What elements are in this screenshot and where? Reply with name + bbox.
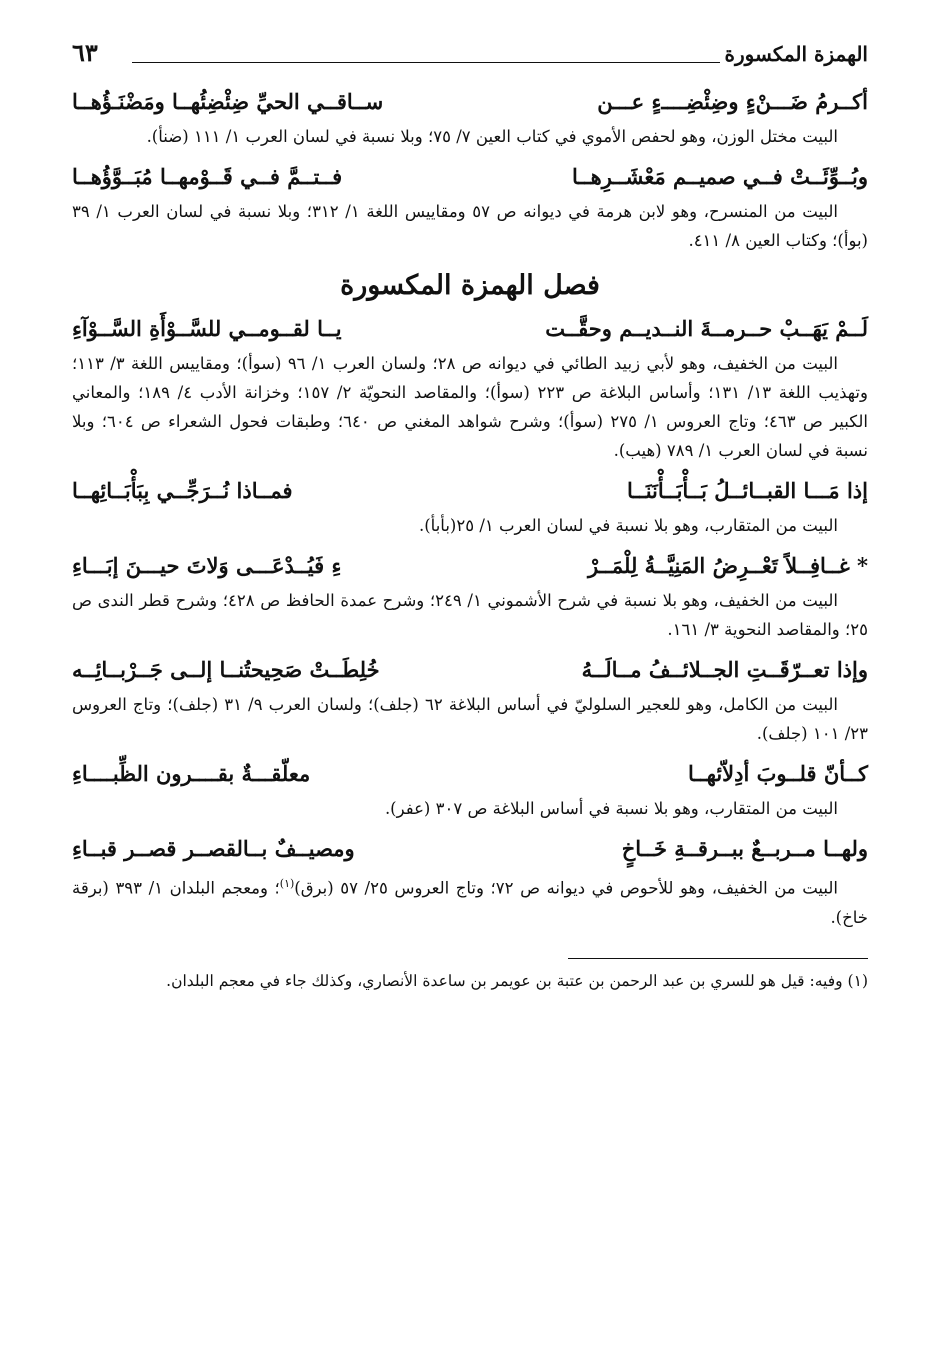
verse-note	[72, 869, 868, 932]
verse	[72, 656, 868, 684]
verse-second-hemistich: معلّقـــةٌ بقــــرون الظِّبــــاءِ	[72, 761, 311, 786]
verse-first-hemistich: أكــرمُ ضَـــنْءٍ وضِئْضِــــءٍ عـــن	[597, 89, 868, 114]
verse-first-hemistich: لَــمْ يَهَــبْ حــرمــةَ النــديــم وحقَّــت	[545, 316, 868, 341]
running-title: الهمزة المكسورة	[724, 42, 868, 66]
footnote-reference[interactable]: (١)	[279, 877, 295, 890]
verse	[72, 477, 868, 505]
verse-note-tail: ؛ ومعجم البلدان ١/ ٣٩٣ (برقة خاخ).	[72, 878, 868, 927]
verse-note: البيت من المتقارب، وهو بلا نسبة في أساس البلاغة ص ٣٠٧ (عفر).	[384, 799, 838, 818]
verse-note-text: البيت من الخفيف، وهو للأحوص في ديوانه ص ٧٢؛ وتاج العروس ٢٥/ ٥٧ (برق)	[294, 878, 838, 898]
section-title: فصل الهمزة المكسورة	[340, 270, 600, 301]
page-number: ٦٣	[72, 38, 98, 67]
verse	[72, 315, 868, 343]
verse-note: البيت من الخفيف، وهو بلا نسبة في شرح الأشموني ١/ ٢٤٩؛ وشرح عمدة الحافظ ص ٤٢٨؛ وشرح قطر الندى ص ٢٥؛ والمقاصد النحوية ٣/ ١٦١.	[72, 591, 868, 639]
verse-note: البيت من الخفيف، وهو لأبي زبيد الطائي في ديوانه ص ٢٨؛ ولسان العرب ١/ ٩٦ (سوأ)؛ ومقاييس اللغة ٣/ ١١٣؛ وتهذيب اللغة ١٣/ ١٣١؛ وأساس البلاغة ص ٢٢٣ (سوأ)؛ والمقاصد النحويّة ٢/ ١٥٧؛ وخزانة الأدب ٤/ ١٨٩؛ والمعاني الكبير ص ٤٦٣؛ وتاج العروس ١/ ٢٧٥ (سوأ)؛ وشرح شواهد المغني ص ٦٤٠؛ وطبقات فحول الشعراء ص ٦٠٤؛ وبلا نسبة في لسان العرب ١/ ٧٨٩ (هيب).	[72, 354, 868, 460]
verse-first-hemistich: كــأنّ قلــوبَ أدِلاّئهــا	[687, 761, 868, 786]
verse	[72, 163, 868, 191]
verse-second-hemistich: خُلِطَــتْ صَحِيحتُنــا إلــى جَــرْبــائِــه	[72, 657, 380, 682]
verse-first-hemistich: ولهــا مــربــعٌ ببــرقــةِ خَــاخٍ	[621, 836, 868, 861]
verse	[72, 88, 868, 116]
verse	[72, 552, 868, 580]
verse-second-hemistich: فــتــمَّ فــي قَــوْمهــا مُبَــوَّؤُهــا	[72, 164, 343, 189]
verse-note: البيت من المتقارب، وهو بلا نسبة في لسان العرب ١/ ٢٥(بأبأ).	[419, 516, 838, 535]
verse-first-hemistich: إذا مَـــا القبــائــلُ بَــأْبَــأْنَنَــا	[627, 478, 868, 503]
verse-first-hemistich: * غــافِــلاً تَعْــرِضُ المَنِيَّــةُ لِلْمَــرْ	[587, 553, 868, 578]
verse-second-hemistich: يــا لقــومــي للسَّــوْأَةِ السَّــوْآءِ	[72, 316, 342, 341]
verse	[72, 835, 868, 863]
verse-second-hemistich: ســاقــي الحيِّ ضِئْضِئُهــا ومَضْنَـؤُهــا	[72, 89, 384, 114]
footnote-rule	[568, 958, 868, 959]
verse-first-hemistich: وإذا تعــرّقَــتِ الجــلائــفُ مــالَــهُ	[581, 657, 868, 682]
verse-second-hemistich: ءِ فَيُــدْعَـــى وَلاتَ حيـــنَ إبَـــاءِ	[72, 553, 342, 578]
verse-first-hemistich: وبُــوِّئَــتْ فــي صميــم مَعْشَــرِهــا	[571, 164, 868, 189]
verse-note: البيت من المنسرح، وهو لابن هرمة في ديوانه ص ٥٧ ومقاييس اللغة ١/ ٣١٢؛ وبلا نسبة في لسان العرب ١/ ٣٩ (بوأ)؛ وكتاب العين ٨/ ٤١١.	[72, 202, 868, 250]
page-header	[72, 36, 868, 76]
page	[72, 36, 868, 995]
verse	[72, 760, 868, 788]
verse-second-hemistich: ومصيــفٌ بــالقصــر قصــر قبــاءِ	[72, 836, 355, 861]
header-rule	[132, 62, 720, 63]
verse-note: البيت مختل الوزن، وهو لحفص الأموي في كتاب العين ٧/ ٧٥؛ وبلا نسبة في لسان العرب ١/ ١١١ (ضنأ).	[146, 127, 838, 146]
verse-note: البيت من الكامل، وهو للعجير السلوليّ في أساس البلاغة ٦٢ (جلف)؛ ولسان العرب ٩/ ٣١ (جلف)؛ وتاج العروس ٢٣/ ١٠١ (جلف).	[72, 695, 868, 743]
verse-second-hemistich: فمــاذا نُــرَجِّــي بِبَأْبَــائِهــا	[72, 478, 293, 503]
footnote: (١) وفيه: قيل هو للسري بن عبد الرحمن بن عتبة بن عويمر بن ساعدة الأنصاري، وكذلك جاء في معجم البلدان.	[166, 971, 868, 990]
